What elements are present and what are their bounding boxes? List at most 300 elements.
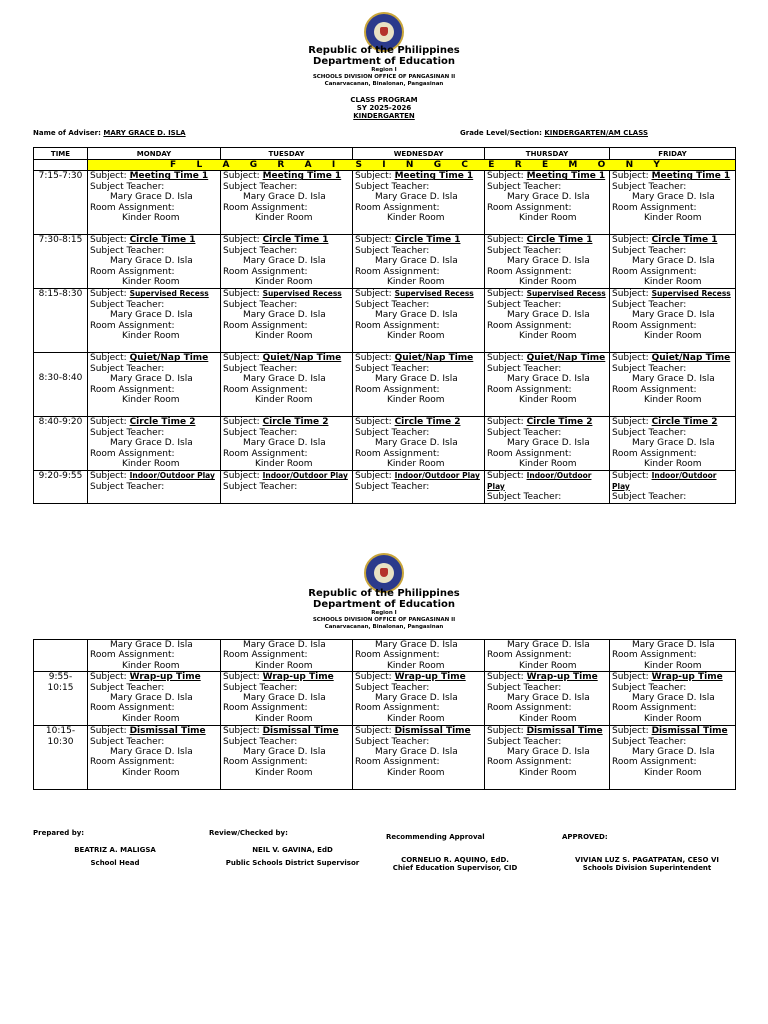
room-assignment-label: Room Assignment:: [223, 320, 308, 331]
subject-label: Subject:: [223, 289, 260, 300]
subject-name: Dismissal Time: [129, 726, 206, 737]
schedule-cell: [485, 640, 610, 672]
schedule-row: [34, 640, 736, 672]
subject-name: Circle Time 2: [394, 417, 461, 428]
subject-teacher-name: Mary Grace D. Isla: [632, 374, 715, 385]
room-name: Kinder Room: [644, 213, 702, 224]
room-name: Kinder Room: [644, 331, 702, 342]
room-name: Kinder Room: [387, 395, 445, 406]
room-assignment-label: Room Assignment:: [487, 202, 572, 213]
subject-teacher-label: Subject Teacher:: [612, 245, 687, 256]
subject-line: [90, 672, 218, 682]
subject-line: [90, 471, 218, 481]
subject-label: Subject:: [90, 726, 127, 737]
division-label: SCHOOLS DIVISION OFFICE OF PANGASINAN II: [312, 74, 456, 80]
subject-teacher-label: Subject Teacher:: [223, 427, 298, 438]
subject-name: Circle Time 2: [129, 417, 196, 428]
schedule-cell: [610, 471, 736, 503]
subject-teacher-label: Subject Teacher:: [223, 299, 298, 310]
subject-teacher-name: Mary Grace D. Isla: [243, 438, 326, 449]
flag-letter: F: [170, 160, 180, 170]
subject-teacher-label: Subject Teacher:: [612, 427, 687, 438]
room-assignment-label: Room Assignment:: [612, 384, 697, 395]
schedule-cell: [221, 289, 353, 353]
room-name: Kinder Room: [122, 213, 180, 224]
subject-teacher-name: Mary Grace D. Isla: [375, 192, 458, 203]
room-assignment-label: Room Assignment:: [223, 266, 308, 277]
room-assignment-label: Room Assignment:: [612, 650, 697, 661]
subject-line: [355, 171, 482, 181]
subject-line: [612, 471, 733, 492]
time-cell: 8:30-8:40: [34, 353, 88, 417]
subject-teacher-name: Mary Grace D. Isla: [507, 640, 590, 650]
subject-line: [355, 235, 482, 245]
subject-teacher-label: Subject Teacher:: [612, 181, 687, 192]
subject-line: [355, 353, 482, 363]
room-name: Kinder Room: [255, 277, 313, 288]
table-header-row: [34, 148, 736, 160]
room-assignment-label: Room Assignment:: [90, 650, 175, 661]
subject-teacher-name: Mary Grace D. Isla: [110, 747, 193, 758]
room-name: Kinder Room: [387, 713, 445, 724]
subject-line: [90, 353, 218, 363]
subject-label: Subject:: [223, 353, 260, 364]
subject-name: Wrap-up Time: [394, 672, 466, 683]
subject-label: Subject:: [90, 417, 127, 428]
subject-name: Supervised Recess: [394, 289, 474, 299]
room-assignment-label: Room Assignment:: [487, 650, 572, 661]
flag-letter: O: [597, 160, 609, 170]
recommending-name: CORNELIO R. AQUINO, EdD.: [401, 856, 509, 864]
subject-teacher-label: Subject Teacher:: [90, 682, 165, 693]
review-name: NEIL V. GAVINA, EdD: [252, 846, 333, 854]
subject-teacher-name: Mary Grace D. Isla: [507, 256, 590, 267]
subject-line: [612, 289, 733, 299]
flag-letter: C: [461, 160, 472, 170]
grade-section-line: [460, 129, 648, 137]
schedule-cell: [610, 726, 736, 790]
subject-teacher-name: Mary Grace D. Isla: [110, 256, 193, 267]
subject-label: Subject:: [487, 289, 524, 300]
time-cell: 9:55-10:15: [34, 672, 88, 726]
room-assignment-label: Room Assignment:: [487, 757, 572, 768]
subject-teacher-name: Mary Grace D. Isla: [507, 310, 590, 321]
subject-teacher-name: Mary Grace D. Isla: [375, 310, 458, 321]
schedule-cell: [353, 417, 485, 471]
schedule-cell: [221, 726, 353, 790]
subject-line: [223, 417, 350, 427]
schedule-row: [34, 235, 736, 289]
subject-name: Dismissal Time: [526, 726, 603, 737]
department-title: Department of Education: [313, 56, 455, 67]
subject-label: Subject:: [355, 353, 392, 364]
subject-label: Subject:: [612, 471, 649, 482]
subject-label: Subject:: [90, 471, 127, 482]
schedule-cell: [485, 726, 610, 790]
schedule-cell: [610, 171, 736, 235]
schedule-cell: [221, 171, 353, 235]
schedule-cell: [485, 171, 610, 235]
room-name: Kinder Room: [122, 713, 180, 724]
schedule-cell: [88, 640, 221, 672]
schedule-cell: [353, 289, 485, 353]
subject-line: [355, 471, 482, 481]
subject-teacher-name: Mary Grace D. Isla: [243, 256, 326, 267]
room-name: Kinder Room: [519, 395, 577, 406]
subject-name: Circle Time 2: [526, 417, 593, 428]
review-title: Public Schools District Supervisor: [225, 859, 360, 867]
flag-letter: A: [222, 160, 233, 170]
col-header-thursday: THURSDAY: [485, 148, 610, 160]
subject-label: Subject:: [223, 171, 260, 182]
time-cell: 7:15-7:30: [34, 171, 88, 235]
class-program-table: [33, 147, 736, 504]
department-title-page2: Department of Education: [313, 599, 455, 610]
schedule-cell: [610, 353, 736, 417]
schedule-cell: [88, 471, 221, 503]
subject-label: Subject:: [355, 417, 392, 428]
schedule-cell: [353, 353, 485, 417]
adviser-line: [33, 129, 186, 137]
subject-teacher-label: Subject Teacher:: [90, 245, 165, 256]
subject-label: Subject:: [487, 726, 524, 737]
flag-ceremony-cell: [88, 160, 736, 171]
room-name: Kinder Room: [519, 213, 577, 224]
recommending-block: [390, 856, 520, 872]
room-name: Kinder Room: [387, 331, 445, 342]
subject-teacher-name: Mary Grace D. Isla: [507, 438, 590, 449]
subject-name: Indoor/Outdoor Play: [612, 471, 717, 491]
subject-name: Circle Time 1: [262, 235, 329, 246]
flag-letter: R: [277, 160, 288, 170]
class-program-table-continued: [33, 639, 736, 790]
approved-title: Schools Division Superintendent: [582, 864, 712, 872]
subject-teacher-label: Subject Teacher:: [90, 736, 165, 747]
room-assignment-label: Room Assignment:: [355, 202, 440, 213]
subject-teacher-label: Subject Teacher:: [612, 736, 687, 747]
subject-label: Subject:: [90, 672, 127, 683]
flag-letter: G: [433, 160, 445, 170]
schedule-cell: [610, 289, 736, 353]
subject-label: Subject:: [487, 353, 524, 364]
flag-letter: G: [249, 160, 261, 170]
flag-letter: L: [196, 160, 206, 170]
subject-label: Subject:: [90, 171, 127, 182]
schedule-row: [34, 171, 736, 235]
division-label-page2: SCHOOLS DIVISION OFFICE OF PANGASINAN II: [312, 617, 456, 623]
room-assignment-label: Room Assignment:: [612, 448, 697, 459]
subject-teacher-name: Mary Grace D. Isla: [110, 693, 193, 704]
room-name: Kinder Room: [644, 277, 702, 288]
room-assignment-label: Room Assignment:: [223, 448, 308, 459]
subject-line: [355, 289, 482, 299]
room-assignment-label: Room Assignment:: [223, 384, 308, 395]
republic-title-page2: Republic of the Philippines: [308, 588, 460, 599]
time-cell: [34, 640, 88, 672]
subject-teacher-label: Subject Teacher:: [355, 245, 430, 256]
subject-name: Wrap-up Time: [262, 672, 334, 683]
prepared-by-name: BEATRIZ A. MALIGSA: [74, 846, 156, 854]
room-assignment-label: Room Assignment:: [487, 320, 572, 331]
subject-teacher-label: Subject Teacher:: [355, 181, 430, 192]
subject-teacher-label: Subject Teacher:: [90, 481, 165, 492]
subject-label: Subject:: [355, 726, 392, 737]
flag-letter: E: [541, 160, 552, 170]
subject-name: Supervised Recess: [651, 289, 731, 299]
subject-teacher-name: Mary Grace D. Isla: [110, 374, 193, 385]
subject-label: Subject:: [612, 235, 649, 246]
time-cell: 9:20-9:55: [34, 471, 88, 503]
schedule-row: [34, 672, 736, 726]
adviser-name: MARY GRACE D. ISLA: [103, 129, 186, 137]
flag-letter: E: [488, 160, 498, 170]
room-name: Kinder Room: [644, 767, 702, 778]
subject-line: [487, 471, 607, 492]
subject-name: Meeting Time 1: [651, 171, 731, 182]
schedule-row: [34, 289, 736, 353]
room-assignment-label: Room Assignment:: [223, 650, 308, 661]
subject-name: Indoor/Outdoor Play: [262, 471, 348, 481]
schedule-cell: [485, 235, 610, 289]
schedule-row: [34, 417, 736, 471]
recommending-title: Chief Education Supervisor, CID: [392, 864, 518, 872]
subject-line: [487, 289, 607, 299]
subject-teacher-label: Subject Teacher:: [487, 682, 562, 693]
room-assignment-label: Room Assignment:: [612, 202, 697, 213]
subject-teacher-name: Mary Grace D. Isla: [243, 640, 326, 650]
recommending-label: Recommending Approval: [386, 833, 485, 841]
room-assignment-label: Room Assignment:: [223, 757, 308, 768]
subject-label: Subject:: [223, 417, 260, 428]
grade-section-label: Grade Level/Section:: [460, 129, 542, 137]
subject-label: Subject:: [223, 471, 260, 482]
schedule-cell: [353, 171, 485, 235]
subject-teacher-label: Subject Teacher:: [487, 736, 562, 747]
subject-teacher-name: Mary Grace D. Isla: [632, 640, 715, 650]
subject-line: [223, 726, 350, 736]
subject-label: Subject:: [487, 171, 524, 182]
subject-teacher-label: Subject Teacher:: [355, 427, 430, 438]
subject-teacher-name: Mary Grace D. Isla: [243, 693, 326, 704]
room-assignment-label: Room Assignment:: [355, 384, 440, 395]
schedule-cell: [485, 289, 610, 353]
room-assignment-label: Room Assignment:: [355, 757, 440, 768]
subject-name: Supervised Recess: [129, 289, 209, 299]
subject-line: [223, 672, 350, 682]
subject-name: Quiet/Nap Time: [651, 353, 731, 364]
room-assignment-label: Room Assignment:: [355, 320, 440, 331]
subject-line: [612, 353, 733, 363]
schedule-row: [34, 726, 736, 790]
prepared-by-block: [60, 846, 170, 867]
subject-teacher-name: Mary Grace D. Isla: [110, 192, 193, 203]
subject-teacher-label: Subject Teacher:: [90, 427, 165, 438]
subject-teacher-name: Mary Grace D. Isla: [243, 310, 326, 321]
subject-label: Subject:: [90, 289, 127, 300]
room-name: Kinder Room: [387, 213, 445, 224]
subject-teacher-name: Mary Grace D. Isla: [110, 310, 193, 321]
schedule-cell: [88, 672, 221, 726]
subject-line: [223, 471, 350, 481]
subject-name: Wrap-up Time: [651, 672, 723, 683]
prepared-by-title: School Head: [90, 859, 140, 867]
schedule-cell: [88, 171, 221, 235]
subject-line: [612, 417, 733, 427]
subject-teacher-name: Mary Grace D. Isla: [507, 693, 590, 704]
subject-teacher-name: Mary Grace D. Isla: [110, 640, 193, 650]
col-header-wednesday: WEDNESDAY: [353, 148, 485, 160]
subject-teacher-label: Subject Teacher:: [355, 481, 430, 492]
schedule-cell: [88, 726, 221, 790]
room-assignment-label: Room Assignment:: [612, 266, 697, 277]
room-name: Kinder Room: [122, 395, 180, 406]
schedule-cell: [353, 672, 485, 726]
room-name: Kinder Room: [122, 660, 180, 671]
subject-name: Meeting Time 1: [394, 171, 474, 182]
subject-label: Subject:: [223, 672, 260, 683]
room-name: Kinder Room: [255, 660, 313, 671]
room-name: Kinder Room: [387, 277, 445, 288]
room-assignment-label: Room Assignment:: [487, 703, 572, 714]
subject-line: [90, 417, 218, 427]
subject-name: Supervised Recess: [262, 289, 342, 299]
subject-label: Subject:: [612, 171, 649, 182]
schedule-cell: [610, 640, 736, 672]
room-assignment-label: Room Assignment:: [612, 757, 697, 768]
subject-line: [90, 726, 218, 736]
schedule-cell: [88, 353, 221, 417]
room-assignment-label: Room Assignment:: [355, 703, 440, 714]
subject-name: Meeting Time 1: [526, 171, 606, 182]
subject-label: Subject:: [612, 353, 649, 364]
subject-teacher-label: Subject Teacher:: [90, 363, 165, 374]
schedule-cell: [221, 417, 353, 471]
schedule-row: [34, 471, 736, 503]
col-header-monday: MONDAY: [88, 148, 221, 160]
subject-label: Subject:: [223, 726, 260, 737]
room-name: Kinder Room: [122, 331, 180, 342]
subject-name: Meeting Time 1: [129, 171, 209, 182]
room-assignment-label: Room Assignment:: [355, 266, 440, 277]
room-name: Kinder Room: [122, 277, 180, 288]
flag-time-cell: [34, 160, 88, 171]
subject-teacher-name: Mary Grace D. Isla: [507, 747, 590, 758]
col-header-time: TIME: [34, 148, 88, 160]
subject-teacher-name: Mary Grace D. Isla: [243, 192, 326, 203]
subject-teacher-name: Mary Grace D. Isla: [632, 747, 715, 758]
room-assignment-label: Room Assignment:: [90, 320, 175, 331]
subject-teacher-label: Subject Teacher:: [223, 181, 298, 192]
subject-teacher-label: Subject Teacher:: [487, 245, 562, 256]
room-assignment-label: Room Assignment:: [223, 202, 308, 213]
subject-teacher-name: Mary Grace D. Isla: [375, 438, 458, 449]
time-cell: 8:40-9:20: [34, 417, 88, 471]
schedule-cell: [353, 235, 485, 289]
room-name: Kinder Room: [644, 713, 702, 724]
subject-teacher-label: Subject Teacher:: [612, 492, 687, 503]
time-cell: 7:30-8:15: [34, 235, 88, 289]
subject-line: [487, 235, 607, 245]
subject-label: Subject:: [355, 471, 392, 482]
schedule-cell: [610, 235, 736, 289]
subject-teacher-name: Mary Grace D. Isla: [632, 256, 715, 267]
room-assignment-label: Room Assignment:: [487, 384, 572, 395]
room-assignment-label: Room Assignment:: [355, 448, 440, 459]
subject-label: Subject:: [612, 726, 649, 737]
grade-level-title: KINDERGARTEN: [353, 112, 415, 120]
subject-label: Subject:: [355, 171, 392, 182]
subject-label: Subject:: [487, 471, 524, 482]
region-label-page2: Region I: [371, 610, 397, 616]
time-cell: 8:15-8:30: [34, 289, 88, 353]
flag-letter: I: [382, 160, 389, 170]
schedule-cell: [485, 471, 610, 503]
subject-teacher-name: Mary Grace D. Isla: [507, 374, 590, 385]
room-name: Kinder Room: [519, 767, 577, 778]
flag-letter: M: [568, 160, 581, 170]
schedule-cell: [353, 640, 485, 672]
approved-label: APPROVED:: [562, 833, 608, 841]
room-name: Kinder Room: [519, 660, 577, 671]
review-label: Review/Checked by:: [209, 829, 288, 837]
schedule-cell: [88, 235, 221, 289]
subject-teacher-name: Mary Grace D. Isla: [110, 438, 193, 449]
review-block: [215, 846, 370, 867]
subject-name: Quiet/Nap Time: [394, 353, 474, 364]
subject-name: Circle Time 1: [651, 235, 718, 246]
room-name: Kinder Room: [255, 459, 313, 470]
subject-line: [223, 171, 350, 181]
schedule-cell: [221, 353, 353, 417]
room-name: Kinder Room: [644, 459, 702, 470]
schedule-cell: [485, 417, 610, 471]
subject-teacher-name: Mary Grace D. Isla: [375, 747, 458, 758]
program-header: [0, 96, 768, 120]
subject-name: Indoor/Outdoor Play: [487, 471, 592, 491]
room-assignment-label: Room Assignment:: [90, 448, 175, 459]
subject-line: [487, 726, 607, 736]
subject-label: Subject:: [223, 235, 260, 246]
subject-teacher-label: Subject Teacher:: [487, 299, 562, 310]
region-label: Region I: [371, 67, 397, 73]
subject-line: [487, 353, 607, 363]
subject-teacher-name: Mary Grace D. Isla: [632, 192, 715, 203]
subject-teacher-name: Mary Grace D. Isla: [243, 374, 326, 385]
subject-line: [612, 235, 733, 245]
subject-line: [487, 171, 607, 181]
subject-teacher-name: Mary Grace D. Isla: [375, 693, 458, 704]
room-name: Kinder Room: [387, 459, 445, 470]
col-header-friday: FRIDAY: [610, 148, 736, 160]
subject-name: Circle Time 1: [394, 235, 461, 246]
schedule-cell: [610, 672, 736, 726]
subject-name: Quiet/Nap Time: [262, 353, 342, 364]
subject-name: Dismissal Time: [262, 726, 339, 737]
subject-teacher-label: Subject Teacher:: [355, 736, 430, 747]
flag-letter: N: [625, 160, 637, 170]
room-assignment-label: Room Assignment:: [90, 384, 175, 395]
room-name: Kinder Room: [519, 713, 577, 724]
subject-name: Wrap-up Time: [129, 672, 201, 683]
schedule-cell: [221, 471, 353, 503]
schedule-cell: [88, 417, 221, 471]
deped-seal-logo-page2: [364, 553, 404, 593]
subject-teacher-label: Subject Teacher:: [612, 363, 687, 374]
subject-name: Circle Time 2: [262, 417, 329, 428]
room-name: Kinder Room: [519, 459, 577, 470]
subject-name: Dismissal Time: [651, 726, 728, 737]
subject-teacher-name: Mary Grace D. Isla: [632, 438, 715, 449]
